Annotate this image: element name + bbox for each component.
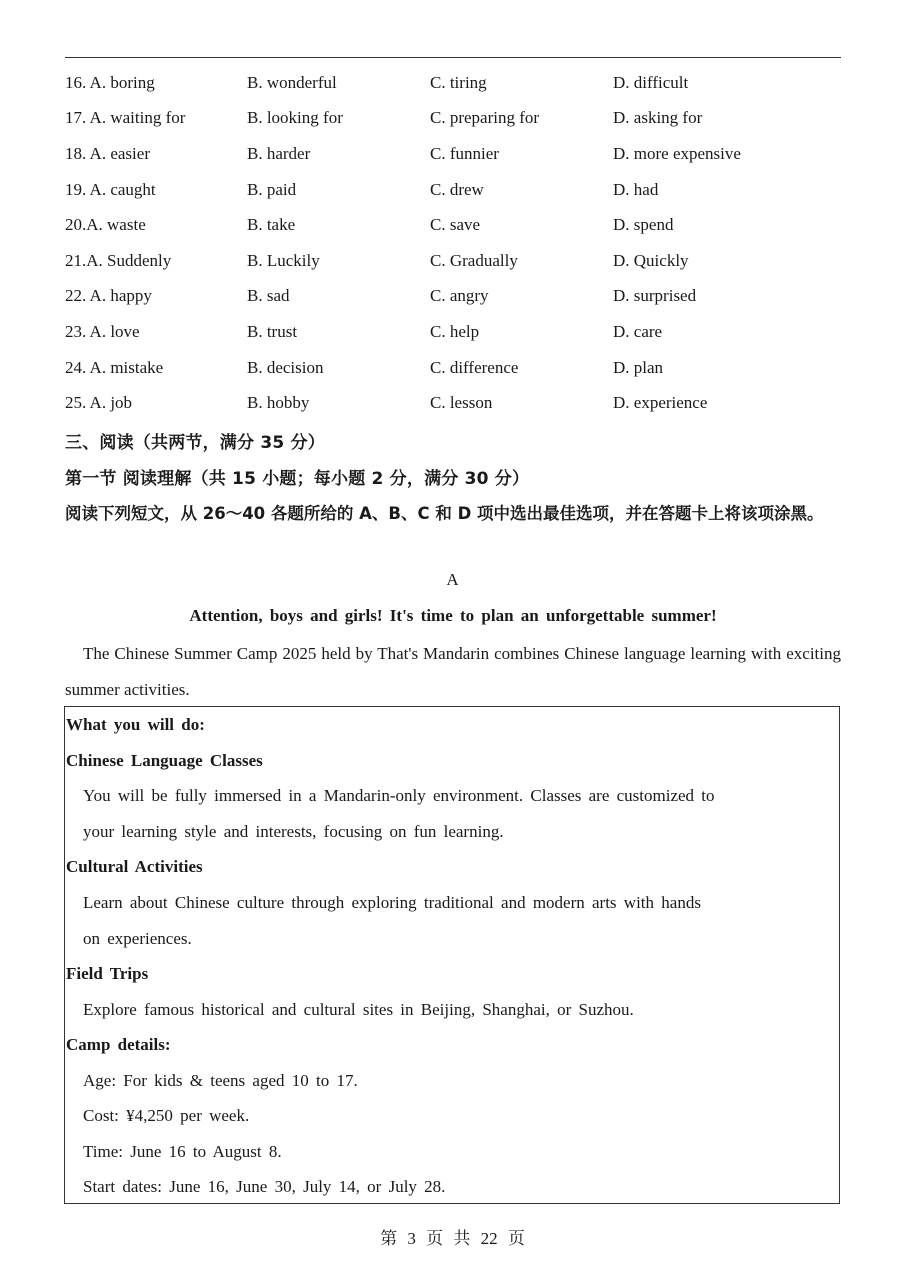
option-row-22 <box>65 279 841 315</box>
option-a: 20.A. waste <box>65 215 146 235</box>
option-c: C. difference <box>430 357 519 377</box>
option-a: 16. A. boring <box>65 72 155 92</box>
option-d: D. difficult <box>613 72 689 92</box>
section-subtitle: 第一节 阅读理解（共 15 小题；每小题 2 分，满分 30 分） <box>65 469 530 489</box>
option-b: B. looking for <box>247 108 343 128</box>
option-c: C. funnier <box>430 143 499 163</box>
option-row-18 <box>65 136 841 172</box>
detail-time: Time: June 16 to August 8. <box>83 1142 282 1161</box>
option-d: D. experience <box>613 393 708 413</box>
page-number: 第 3 页 共 22 页 <box>380 1229 525 1248</box>
option-a: 18. A. easier <box>65 143 150 163</box>
option-b: B. take <box>247 215 296 235</box>
classes-heading: Chinese Language Classes <box>66 751 263 770</box>
camp-info-box <box>64 706 840 1204</box>
option-row-24 <box>65 350 841 386</box>
header-rule <box>65 57 841 58</box>
option-c: C. angry <box>430 286 489 306</box>
option-a: 23. A. love <box>65 321 140 341</box>
classes-text-2: your learning style and interests, focusing on fun learning. <box>83 822 504 841</box>
detail-start-dates: Start dates: June 16, June 30, July 14, or July 28. <box>83 1177 446 1196</box>
option-d: D. plan <box>613 357 664 377</box>
option-row-17 <box>65 101 841 137</box>
option-d: D. care <box>613 321 663 341</box>
option-b: B. sad <box>247 286 290 306</box>
option-a: 24. A. mistake <box>65 357 164 377</box>
passage-letter: A <box>446 570 459 589</box>
detail-cost: Cost: ¥4,250 per week. <box>83 1106 250 1125</box>
option-c: C. tiring <box>430 72 487 92</box>
option-a: 22. A. happy <box>65 286 152 306</box>
passage-intro: The Chinese Summer Camp 2025 held by That's Mandarin combines Chinese language learning with exciting summer activities. <box>65 644 841 699</box>
option-d: D. more expensive <box>613 143 741 163</box>
trips-text: Explore famous historical and cultural sites in Beijing, Shanghai, or Suzhou. <box>83 1000 634 1019</box>
section-instruction: 阅读下列短文，从 26～40 各题所给的 A、B、C 和 D 项中选出最佳选项，并在答题卡上将该项涂黑。 <box>65 504 824 523</box>
option-row-21 <box>65 243 841 279</box>
cultural-text-2: on experiences. <box>83 929 192 948</box>
section-title: 三、阅读（共两节，满分 35 分） <box>65 433 325 453</box>
option-a: 21.A. Suddenly <box>65 250 172 270</box>
option-a: 25. A. job <box>65 393 133 413</box>
option-row-23 <box>65 314 841 350</box>
cloze-options <box>65 65 841 421</box>
option-b: B. trust <box>247 321 298 341</box>
option-d: D. had <box>613 179 659 199</box>
option-c: C. help <box>430 321 480 341</box>
option-c: C. Gradually <box>430 250 518 270</box>
cultural-heading: Cultural Activities <box>66 857 203 876</box>
option-row-16 <box>65 65 841 101</box>
option-d: D. surprised <box>613 286 697 306</box>
option-b: B. decision <box>247 357 324 377</box>
classes-text-1: You will be fully immersed in a Mandarin-only environment. Classes are customized to <box>83 786 715 805</box>
option-b: B. wonderful <box>247 72 337 92</box>
what-heading: What you will do: <box>66 715 205 734</box>
option-c: C. lesson <box>430 393 493 413</box>
option-row-19 <box>65 172 841 208</box>
option-b: B. paid <box>247 179 297 199</box>
option-b: B. harder <box>247 143 311 163</box>
trips-heading: Field Trips <box>66 964 149 983</box>
option-d: D. asking for <box>613 108 703 128</box>
option-row-25 <box>65 385 841 421</box>
detail-age: Age: For kids & teens aged 10 to 17. <box>83 1071 358 1090</box>
option-a: 19. A. caught <box>65 179 156 199</box>
details-heading: Camp details: <box>66 1035 171 1054</box>
option-a: 17. A. waiting for <box>65 108 186 128</box>
cultural-text-1: Learn about Chinese culture through exploring traditional and modern arts with hands <box>83 893 701 912</box>
option-b: B. hobby <box>247 393 310 413</box>
passage-title: Attention, boys and girls! It's time to plan an unforgettable summer! <box>189 606 717 625</box>
option-c: C. drew <box>430 179 484 199</box>
option-d: D. spend <box>613 215 674 235</box>
option-c: C. preparing for <box>430 108 540 128</box>
option-c: C. save <box>430 215 481 235</box>
option-d: D. Quickly <box>613 250 689 270</box>
option-row-20 <box>65 207 841 243</box>
option-b: B. Luckily <box>247 250 320 270</box>
